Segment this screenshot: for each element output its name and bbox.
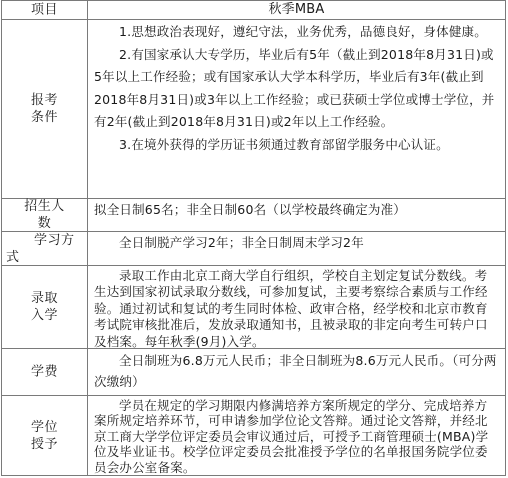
- row-label-line: 录取: [30, 291, 58, 306]
- header-col-item: [2, 1, 88, 19]
- row-label-degree: [2, 396, 88, 476]
- row-content-tuition: [88, 349, 505, 395]
- row-label-line: 授予: [30, 437, 58, 452]
- table-row-study-mode: [2, 232, 505, 266]
- row-content-degree: [88, 396, 505, 476]
- eligibility-item-3: 3.在境外获得的学历证书须通过教育部留学服务中心认证。: [119, 136, 449, 152]
- row-label-admission: [2, 266, 88, 348]
- row-label-line: 学习方: [34, 232, 75, 248]
- mba-admission-table: [1, 0, 506, 476]
- row-content-eligibility: [88, 20, 505, 198]
- row-content-study-mode: [88, 232, 505, 265]
- enrollment-text: 拟全日制65名；非全日制60名（以学校最终确定为准）: [94, 202, 407, 217]
- table-row-admission: [2, 266, 505, 349]
- row-label-tuition: [2, 349, 88, 395]
- tuition-text: 全日制班为6.8万元人民币；非全日制班为8.6万元人民币。（可分两次缴纳）: [94, 353, 497, 389]
- table-row-enrollment: [2, 199, 505, 232]
- degree-text: 学员在规定的学习期限内修满培养方案所规定的学分、完成培养方案所规定培养环节，可申请参加学位论文答辩。通过论文答辩，并经北京工商大学学位评定委员会审议通过后，可授予工商管理硕士(MBA)学位及毕业证书。校学位评定委员会批准授予学位的名单报国务院学位委员会办公室备案。: [94, 398, 489, 475]
- header-col-program: 秋季MBA: [268, 2, 325, 17]
- table-row-degree: [2, 396, 505, 476]
- row-label-line: 学费: [30, 364, 58, 380]
- row-label-eligibility: [2, 20, 88, 198]
- row-content-admission: [88, 266, 505, 348]
- table-row-tuition: [2, 349, 505, 396]
- header-col-item-text: 项目: [30, 2, 58, 18]
- row-label-study-mode: [2, 232, 88, 265]
- row-label-line: 学位: [30, 420, 58, 435]
- row-label-line: 报考: [30, 93, 58, 108]
- row-label-line: 条件: [30, 110, 58, 125]
- row-label-line: 入学: [30, 308, 58, 323]
- row-content-enrollment: [88, 199, 505, 231]
- row-label-line: 式: [6, 249, 20, 265]
- admission-text: 录取工作由北京工商大学自行组织，学校自主划定复试分数线。考生达到国家初试录取分数线，可参加复试，主要考察综合素质与工作经验。通过初试和复试的考生同时体检、政审合格，经学校和北京市教育考试院审核批准后，发放录取通知书，且被录取的非定向考生可转户口及档案。每年秋季(9月)入学。: [94, 268, 488, 349]
- table-row-eligibility: [2, 20, 505, 199]
- row-label-line: 招生人: [24, 199, 65, 214]
- table-header-row: [2, 1, 505, 20]
- eligibility-item-1: 1.思想政治表现好，遵纪守法，业务优秀，品德良好，身体健康。: [119, 24, 487, 39]
- study-mode-text: 全日制脱产学习2年；非全日制周末学习2年: [119, 235, 364, 250]
- row-label-line: 数: [37, 216, 52, 231]
- eligibility-item-2: 2.有国家承认大专学历，毕业后有5年（截止到2018年8月31日)或5年以上工作经验；或有国家承认大学本科学历，毕业后有3年(截止到2018年8月31日)或3年以上工作经验；或已获硕士学位或博士学位，并有2年(截止到2018年8月31日)或2年以上工作经验。: [94, 46, 495, 129]
- row-label-enrollment: [2, 199, 88, 231]
